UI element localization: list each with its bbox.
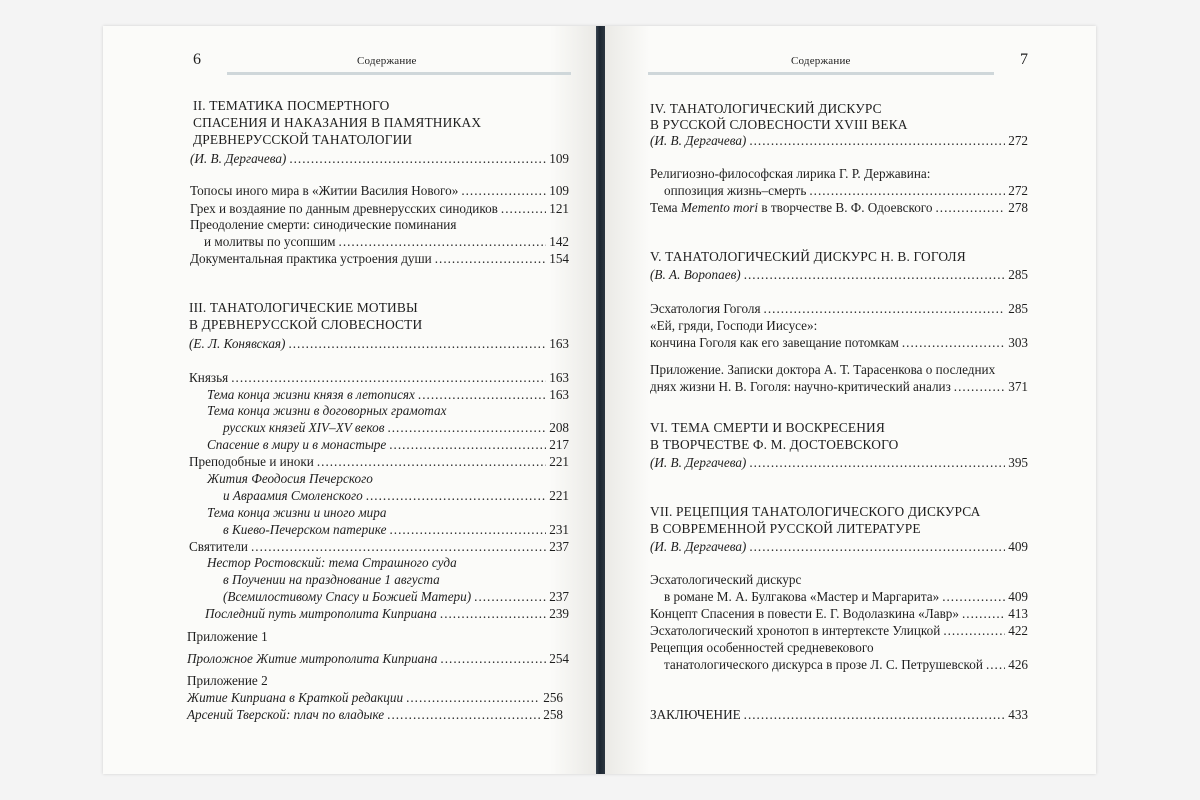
toc-entry-text	[650, 199, 932, 216]
toc-entry-text: Грех и воздаяние по данным древнерусских синодиков	[190, 201, 498, 216]
section-2-author-row	[190, 150, 569, 167]
toc-entry-text: в романе М. А. Булгакова «Мастер и Маргарита»	[664, 589, 940, 604]
toc-entry-text: Документальная практика устроения души	[190, 251, 432, 266]
toc-entry-page: 221	[549, 488, 569, 503]
toc-entry-text: Тема конца жизни и иного мира	[207, 505, 387, 520]
section-6-author-row	[650, 454, 1028, 471]
toc-entry-page: 121	[549, 201, 569, 216]
toc-entry-text: Эсхатология Гоголя	[650, 301, 761, 316]
toc-entry-page: 413	[1008, 606, 1028, 621]
appendix-2-label: Приложение 2	[187, 673, 268, 688]
toc-entry-text: днях жизни Н. В. Гоголя: научно-критический анализ	[650, 379, 951, 394]
section-5-title: V. ТАНАТОЛОГИЧЕСКИЙ ДИСКУРС Н. В. ГОГОЛЯ	[650, 249, 966, 264]
toc-entry-text: Эсхатологический дискурс	[650, 572, 802, 587]
toc-entry	[189, 453, 569, 470]
toc-entry-text: кончина Гоголя как его завещание потомкам	[650, 335, 899, 350]
toc-entry-page: 303	[1008, 335, 1028, 350]
toc-entry-text: танатологического дискурса в прозе Л. С. Петрушевской	[664, 657, 983, 672]
toc-entry-page: 426	[1008, 657, 1028, 672]
toc-entry-page: 109	[549, 151, 569, 166]
toc-entry-text: ЗАКЛЮЧЕНИЕ	[650, 707, 741, 722]
toc-entry-page: 395	[1008, 455, 1028, 470]
toc-entry-text: оппозиция жизнь–смерть	[664, 183, 807, 198]
toc-entry-text: Жития Феодосия Печерского	[207, 471, 373, 486]
toc-entry	[204, 233, 569, 250]
toc-entry-page: 237	[549, 539, 569, 554]
toc-entry	[664, 588, 1028, 605]
toc-entry-page: 285	[1008, 267, 1028, 282]
toc-entry-text: Князья	[189, 370, 229, 385]
section-5-author-row	[650, 266, 1028, 283]
toc-entry-text: (И. В. Дергачева)	[650, 133, 747, 148]
toc-entry-page: 154	[549, 251, 569, 266]
toc-entry-page: 109	[549, 183, 569, 198]
toc-entry-text: Житие Киприана в Краткой редакции	[187, 690, 404, 705]
toc-entry-text: и молитвы по усопшим	[204, 234, 336, 249]
section-2-title-line-3: ДРЕВНЕРУССКОЙ ТАНАТОЛОГИИ	[193, 132, 413, 147]
section-6-title-line-1: VI. ТЕМА СМЕРТИ И ВОСКРЕСЕНИЯ	[650, 420, 885, 435]
conclusion-entry	[650, 706, 1028, 723]
toc-entry-text: Религиозно-философская лирика Г. Р. Державина:	[650, 166, 931, 181]
toc-entry	[190, 182, 569, 199]
toc-entry	[223, 521, 569, 538]
toc-entry-text: Тема конца жизни в договорных грамотах	[207, 403, 447, 418]
appendix-1-label: Приложение 1	[187, 629, 268, 644]
toc-entry	[205, 605, 569, 622]
toc-entry	[650, 605, 1028, 622]
right-header-rule	[648, 72, 994, 75]
toc-entry-page: 254	[549, 651, 569, 666]
toc-entry-page: 422	[1008, 623, 1028, 638]
toc-entry-text: и Авраамия Смоленского	[223, 488, 363, 503]
toc-entry	[650, 378, 1028, 395]
toc-entry	[223, 419, 569, 436]
toc-entry-page: 433	[1008, 707, 1028, 722]
toc-entry-page: 163	[549, 370, 569, 385]
toc-entry-text: Эсхатологический хронотоп в интертексте Улицкой	[650, 623, 941, 638]
section-4-title-line-1: IV. ТАНАТОЛОГИЧЕСКИЙ ДИСКУРС	[650, 101, 882, 116]
toc-entry-text: в Киево-Печерском патерике	[223, 522, 387, 537]
right-running-head: Содержание	[791, 55, 851, 67]
toc-entry-page: 409	[1008, 589, 1028, 604]
toc-entry	[187, 689, 563, 706]
toc-entry-page: 142	[549, 234, 569, 249]
toc-entry-text: (Е. Л. Конявская)	[189, 336, 286, 351]
toc-entry-page: 221	[549, 454, 569, 469]
left-page	[103, 26, 600, 774]
toc-entry	[190, 250, 569, 267]
toc-entry-page: 217	[549, 437, 569, 452]
section-2-title-line-1: II. ТЕМАТИКА ПОСМЕРТНОГО	[193, 98, 390, 113]
toc-entry	[207, 386, 569, 403]
right-page-number: 7	[1020, 51, 1028, 68]
toc-entry	[189, 538, 569, 555]
toc-entry	[223, 588, 569, 605]
left-header-rule	[227, 72, 571, 75]
toc-entry	[190, 200, 569, 217]
toc-entry-page: 231	[549, 522, 569, 537]
section-7-title-line-2: В СОВРЕМЕННОЙ РУССКОЙ ЛИТЕРАТУРЕ	[650, 521, 921, 536]
section-3-author-row	[189, 335, 569, 352]
toc-entry-page: 258	[543, 707, 563, 722]
toc-entry	[650, 334, 1028, 351]
toc-entry-page: 278	[1008, 200, 1028, 215]
section-4-author-row	[650, 132, 1028, 149]
toc-entry-page: 285	[1008, 301, 1028, 316]
toc-entry-page: 237	[549, 589, 569, 604]
book-gutter	[596, 26, 605, 774]
toc-entry	[664, 182, 1028, 199]
toc-entry-text-part: Memento mori	[680, 200, 759, 215]
toc-entry-page: 163	[549, 387, 569, 402]
section-7-author-row	[650, 538, 1028, 555]
toc-entry-page: 256	[543, 690, 563, 705]
toc-entry-text: Преодоление смерти: синодические поминания	[190, 217, 457, 232]
toc-entry-text: Арсений Тверской: плач по владыке	[187, 707, 385, 722]
left-running-head: Содержание	[357, 55, 417, 67]
toc-entry	[187, 650, 569, 667]
toc-entry-text: «Ей, гряди, Господи Иисусе»:	[650, 318, 818, 333]
toc-entry-text: (И. В. Дергачева)	[190, 151, 287, 166]
section-3-title-line-1: III. ТАНАТОЛОГИЧЕСКИЕ МОТИВЫ	[189, 300, 418, 315]
toc-entry-page: 163	[549, 336, 569, 351]
toc-entry-text-part: в творчестве В. Ф. Одоевского	[758, 200, 933, 215]
toc-entry-text: Проложное Житие митрополита Киприана	[187, 651, 438, 666]
section-3-title-line-2: В ДРЕВНЕРУССКОЙ СЛОВЕСНОСТИ	[189, 317, 423, 332]
toc-entry-text: (И. В. Дергачева)	[650, 455, 747, 470]
toc-entry-text: Святители	[189, 539, 248, 554]
toc-entry-page: 272	[1008, 133, 1028, 148]
toc-entry-text: (В. А. Воропаев)	[650, 267, 741, 282]
toc-entry-text: Рецепция особенностей средневекового	[650, 640, 874, 655]
toc-entry-page: 371	[1008, 379, 1028, 394]
toc-entry	[207, 436, 569, 453]
section-7-title-line-1: VII. РЕЦЕПЦИЯ ТАНАТОЛОГИЧЕСКОГО ДИСКУРСА	[650, 504, 981, 519]
toc-entry	[189, 369, 569, 386]
toc-entry-text: в Поучении на празднование 1 августа	[223, 572, 440, 587]
toc-entry	[650, 622, 1028, 639]
toc-entry-text: русских князей XIV–XV веков	[223, 420, 385, 435]
toc-entry	[650, 300, 1028, 317]
toc-entry-page: 409	[1008, 539, 1028, 554]
toc-entry-text: Тема конца жизни князя в летописях	[207, 387, 415, 402]
toc-entry-text: (И. В. Дергачева)	[650, 539, 747, 554]
toc-entry-text: Преподобные и иноки	[189, 454, 314, 469]
left-page-number: 6	[193, 51, 201, 68]
toc-entry-text: Последний путь митрополита Киприана	[205, 606, 437, 621]
toc-entry	[187, 706, 563, 723]
toc-entry	[650, 199, 1028, 216]
toc-entry-page: 272	[1008, 183, 1028, 198]
section-2-title-line-2: СПАСЕНИЯ И НАКАЗАНИЯ В ПАМЯТНИКАХ	[193, 115, 482, 130]
section-6-title-line-2: В ТВОРЧЕСТВЕ Ф. М. ДОСТОЕВСКОГО	[650, 437, 899, 452]
toc-entry-text: Приложение. Записки доктора А. Т. Тарасенкова о последних	[650, 362, 996, 377]
toc-entry-text: Нестор Ростовский: тема Страшного суда	[207, 555, 457, 570]
right-page	[600, 26, 1096, 774]
toc-entry	[223, 487, 569, 504]
toc-entry-text: Концепт Спасения в повести Е. Г. Водолазкина «Лавр»	[650, 606, 959, 621]
toc-entry-text: Топосы иного мира в «Житии Василия Нового»	[190, 183, 459, 198]
toc-entry-page: 239	[549, 606, 569, 621]
toc-entry-text-part: Тема	[650, 200, 681, 215]
toc-entry-text: Спасение в миру и в монастыре	[207, 437, 387, 452]
toc-entry	[664, 656, 1028, 673]
section-4-title-line-2: В РУССКОЙ СЛОВЕСНОСТИ XVIII ВЕКА	[650, 117, 908, 132]
toc-entry-page: 208	[549, 420, 569, 435]
toc-entry-text: (Всемилостивому Спасу и Божией Матери)	[223, 589, 472, 604]
